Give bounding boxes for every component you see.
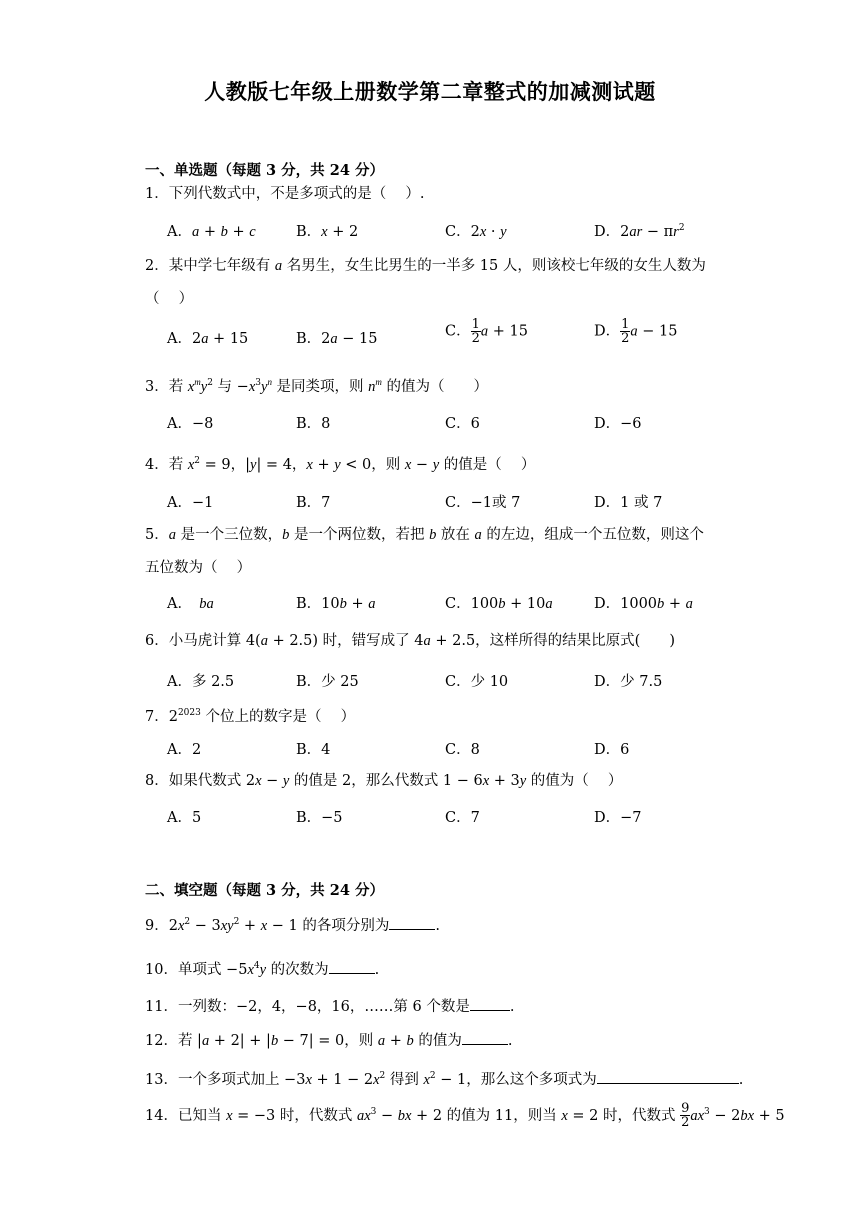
q2-option-c: C． $\frac{1}{2}$ a + 15 [445, 317, 528, 346]
q1-option-c: C．2x · y [445, 224, 507, 240]
question-1: 1．下列代数式中，不是多项式的是（ ）. [145, 186, 425, 202]
q4-option-b: B．7 [296, 495, 331, 511]
question-13: 13．一个多项式加上 $-3x + 1 - 2x^2$ 得到 $x^2 - 1$，那么这个多项式为 . [145, 1071, 744, 1088]
q5-option-b: B．10b + a [296, 596, 376, 612]
q6-option-a: A．多 2.5 [167, 674, 235, 690]
q4-option-c: C．−1或 7 [445, 495, 521, 511]
question-7: 7．$2^{2023}$ 个位上的数字是（ ） [145, 708, 356, 725]
question-11: 11．一列数：−2，4，−8，16，……第 6 个数是 . [145, 999, 515, 1015]
q7-option-d: D．6 [594, 742, 630, 758]
q1-option-b: B．x + 2 [296, 224, 359, 240]
question-2: 2．某中学七年级有 a 名男生，女生比男生的一半多 15 人，则该校七年级的女生人数为（ ） [145, 258, 706, 307]
q6-option-c: C．少 10 [445, 674, 509, 690]
q8-option-d: D．−7 [594, 810, 642, 826]
q3-option-d: D．−6 [594, 416, 642, 432]
q6-option-d: D．少 7.5 [594, 674, 663, 690]
q7-option-b: B．4 [296, 742, 331, 758]
q7-option-a: A．2 [167, 742, 202, 758]
q7-option-c: C．8 [445, 742, 480, 758]
q6-option-b: B．少 25 [296, 674, 359, 690]
q4-option-d: D．1 或 7 [594, 495, 663, 511]
q1-option-d: D．$2ar - \pi r^2$ [594, 223, 685, 240]
question-8: 8．如果代数式 2x − y 的值是 2，那么代数式 1 − 6x + 3y 的值为（ ） [145, 773, 623, 789]
q1-option-a: A．a + b + c [167, 224, 256, 240]
q3-option-c: C．6 [445, 416, 480, 432]
page-title: 人教版七年级上册数学第二章整式的加减测试题 [204, 79, 656, 104]
question-9: 9．$2x^2 - 3xy^2 + x - 1$ 的各项分别为 . [145, 917, 440, 934]
section-heading-single-choice: 一、单选题（每题 3 分，共 24 分） [145, 162, 384, 179]
question-4: 4．若 $x^2 = 9$，|y| = 4，x + y < 0，则 x − y 的值是（ ） [145, 456, 536, 473]
question-14: 14．已知当 x = −3 时，代数式 $ax^3$ − bx + 2 的值为 11，则当 x = 2 时，代数式 $\frac{9}{2}$ $ax^3 - 2bx + 5$ [145, 1101, 785, 1131]
q8-option-b: B．−5 [296, 810, 343, 826]
question-12: 12．若 |a + 2| + |b − 7| = 0，则 a + b 的值为 . [145, 1033, 513, 1049]
q5-option-c: C．100b + 10a [445, 596, 553, 612]
q8-option-c: C．7 [445, 810, 480, 826]
q2-option-d: D． $\frac{1}{2}$ a − 15 [594, 317, 678, 346]
question-6: 6．小马虎计算 4(a + 2.5) 时，错写成了 4a + 2.5，这样所得的结果比原式( ) [145, 633, 675, 649]
q8-option-a: A．5 [167, 810, 202, 826]
q3-option-a: A．−8 [167, 416, 214, 432]
section-heading-fill-in: 二、填空题（每题 3 分，共 24 分） [145, 882, 384, 899]
q5-option-d: D．1000b + a [594, 596, 693, 612]
q5-option-a: A． ba [167, 596, 214, 612]
q2-option-a: A．2a + 15 [167, 331, 249, 347]
question-3: 3．若 $x^my^2$ 与 $-x^3y^n$ 是同类项，则 $n^m$ 的值为（ ） [145, 377, 489, 395]
q3-option-b: B．8 [296, 416, 331, 432]
q2-option-b: B．2a − 15 [296, 331, 378, 347]
question-5: 5．a 是一个三位数，b 是一个两位数，若把 b 放在 a 的左边，组成一个五位数，则这个五位数为（ ） [145, 527, 704, 576]
q4-option-a: A．−1 [167, 495, 214, 511]
question-10: 10．单项式 $-5x^4y$ 的次数为 . [145, 961, 380, 978]
